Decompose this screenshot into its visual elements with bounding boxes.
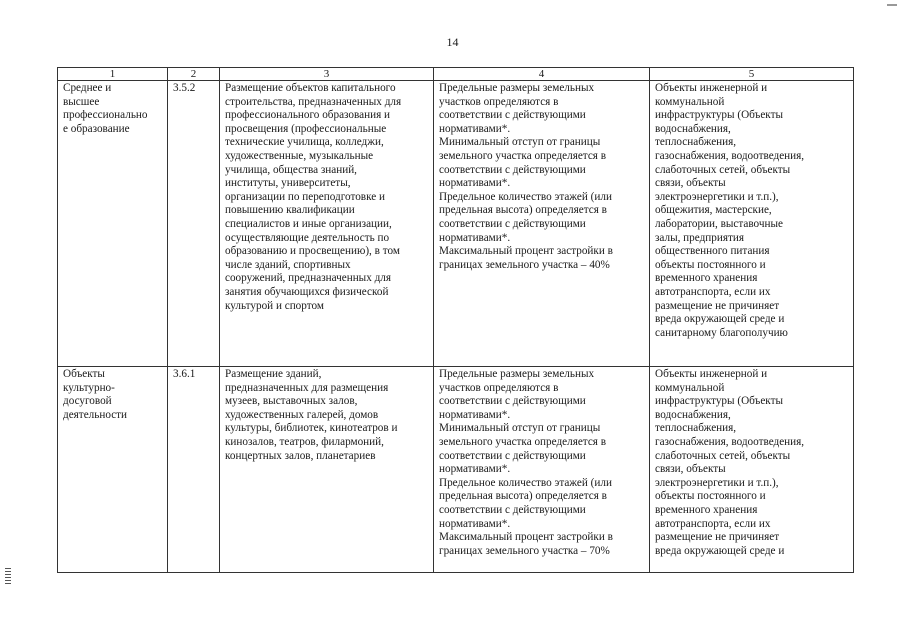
page-number: 14 bbox=[446, 35, 459, 49]
column-number-5: 5 bbox=[650, 68, 854, 81]
table-header-row bbox=[58, 68, 854, 81]
use-type-code: 3.5.2 bbox=[168, 81, 220, 367]
use-type-limits: Предельные размеры земельных участков определяются в соответствии с действующими нормативами*. Минимальный отступ от границы земельного участка определяется в соответствии с действующими нормативами*. Предельное количество этажей (или предельная высота) определяется в соответствии с действующими нормативами*. Максимальный процент застройки в границах земельного участка – 40% bbox=[434, 81, 650, 367]
use-type-name: Объекты культурно- досуговой деятельности bbox=[58, 367, 168, 573]
column-number-3: 3 bbox=[220, 68, 434, 81]
use-type-code: 3.6.1 bbox=[168, 367, 220, 573]
use-type-limits: Предельные размеры земельных участков определяются в соответствии с действующими нормативами*. Минимальный отступ от границы земельного участка определяется в соответствии с действующими нормативами*. Предельное количество этажей (или предельная высота) определяется в соответствии с действующими нормативами*. Максимальный процент застройки в границах земельного участка – 70% bbox=[434, 367, 650, 573]
column-number-1: 1 bbox=[58, 68, 168, 81]
use-type-auxiliary: Объекты инженерной и коммунальной инфраструктуры (Объекты водоснабжения, теплоснабжения, газоснабжения, водоотведения, слаботочных сетей, объекты связи, объекты электроэнергетики и т.п.), объекты постоянного и временного хранения автотранспорта, если их размещение не причиняет вреда окружающей среде и bbox=[650, 367, 854, 573]
use-type-description: Размещение объектов капитального строительства, предназначенных для профессионального образования и просвещения (профессиональные технические училища, колледжи, художественные, музыкальные училища, общества знаний, институты, университеты, организации по переподготовке и повышению квалификации специалистов и иные организации, осуществляющие деятельность по образованию и просвещению), в том числе зданий, спортивных сооружений, предназначенных для занятия обучающихся физической культурой и спортом bbox=[220, 81, 434, 367]
use-type-auxiliary: Объекты инженерной и коммунальной инфраструктуры (Объекты водоснабжения, теплоснабжения, газоснабжения, водоотведения, слаботочных сетей, объекты связи, объекты электроэнергетики и т.п.), общежития, мастерские, лаборатории, выставочные залы, предприятия общественного питания объекты постоянного и временного хранения автотранспорта, если их размещение не причиняет вреда окружающей среде и санитарному благополучию bbox=[650, 81, 854, 367]
use-type-name: Среднее и высшее профессионально е образование bbox=[58, 81, 168, 367]
column-number-4: 4 bbox=[434, 68, 650, 81]
use-type-description: Размещение зданий, предназначенных для размещения музеев, выставочных залов, художественных галерей, домов культуры, библиотек, кинотеатров и кинозалов, театров, филармоний, концертных залов, планетариев bbox=[220, 367, 434, 573]
table-row bbox=[58, 81, 854, 367]
column-number-2: 2 bbox=[168, 68, 220, 81]
scan-edge-mark bbox=[5, 568, 11, 586]
table-row bbox=[58, 367, 854, 573]
scan-corner-mark bbox=[887, 4, 897, 6]
land-use-table bbox=[57, 67, 854, 573]
